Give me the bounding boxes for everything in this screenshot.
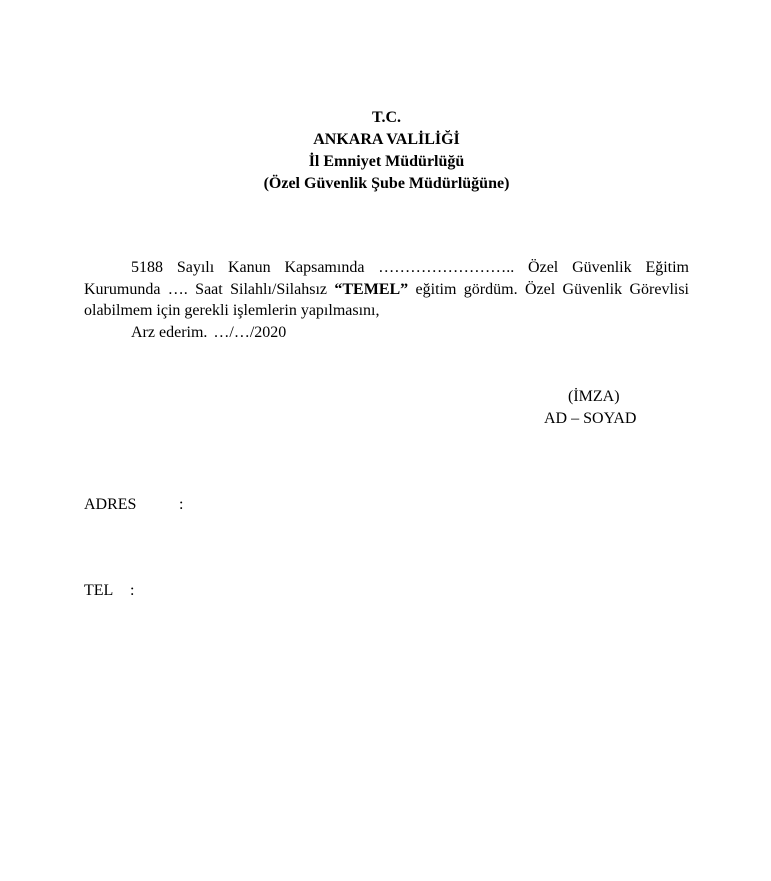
date-placeholder: …/…/2020 xyxy=(213,323,287,341)
header-police-directorate: İl Emniyet Müdürlüğü xyxy=(308,153,465,170)
closing-line xyxy=(84,322,689,344)
address-label: ADRES xyxy=(84,496,137,513)
telephone-label: TEL xyxy=(84,582,114,599)
signature-label: (İMZA) xyxy=(568,388,620,405)
petition-training-type: “TEMEL” xyxy=(334,280,409,298)
signature-block xyxy=(540,386,660,430)
letter-header xyxy=(0,107,771,195)
header-governorship: ANKARA VALİLİĞİ xyxy=(313,131,460,148)
header-recipient: (Özel Güvenlik Şube Müdürlüğüne) xyxy=(263,175,510,192)
name-surname-label: AD – SOYAD xyxy=(544,410,637,427)
header-tc: T.C. xyxy=(371,109,402,126)
telephone-field xyxy=(84,580,134,602)
address-field xyxy=(84,494,183,516)
telephone-separator: : xyxy=(130,582,135,599)
petition-paragraph xyxy=(84,257,689,322)
letter-body xyxy=(84,257,689,343)
petition-text-part1: 5188 Sayılı Kanun Kapsamında …………………….. Özel Güvenlik Eğitim Kurumunda …. Saat Silahlı/Silahsız xyxy=(84,259,689,298)
address-separator: : xyxy=(179,496,184,513)
petition-text-part2: eğitim gördüm. Özel Güvenlik Görevlisi olabilmem için gerekli işlemlerin yapılmasını, xyxy=(84,280,689,319)
closing-text: Arz ederim. xyxy=(131,323,208,341)
